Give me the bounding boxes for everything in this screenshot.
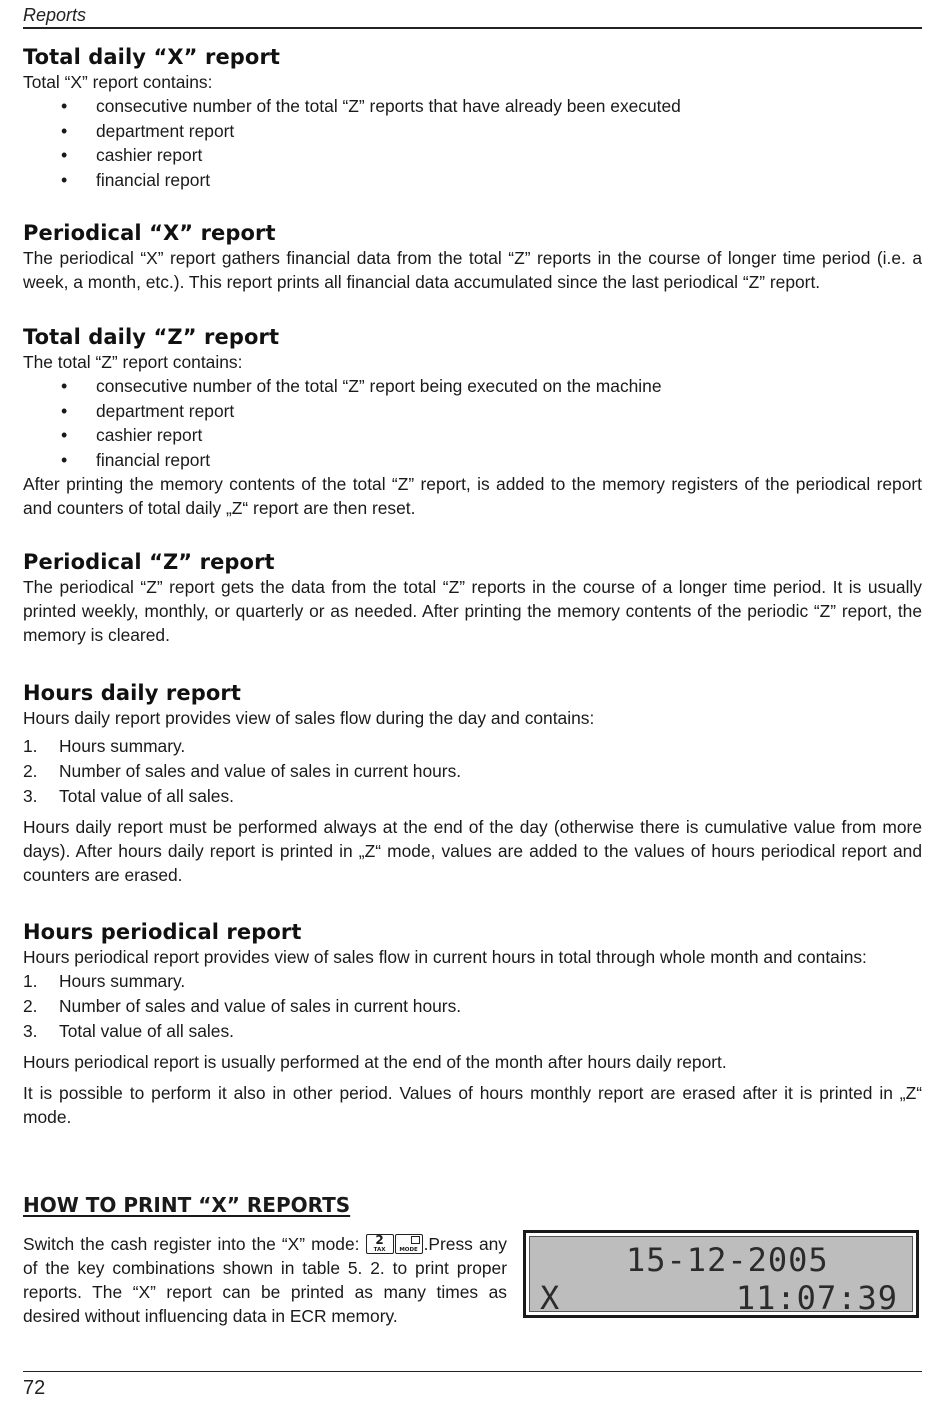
section-hours-daily <box>23 680 922 887</box>
list-text: Total value of all sales. <box>59 1021 234 1041</box>
list-item <box>23 994 922 1019</box>
page-number: 72 <box>23 1377 46 1399</box>
list-number: 3. <box>23 1021 38 1041</box>
page-content <box>23 44 922 1157</box>
section-periodical-z <box>23 549 922 647</box>
section-body: The periodical “X” report gathers financial data from the total “Z” reports in the course of longer time period (i.e. a week, a month, etc.). This report prints all financial data accumulated since the last periodical “Z” report. <box>23 248 922 292</box>
lcd-time: 11:07:39 <box>735 1279 898 1317</box>
list-item: • consecutive number of the total “Z” reports that have already been executed <box>23 94 922 119</box>
list-text: Number of sales and value of sales in current hours. <box>59 761 462 781</box>
list-text: Number of sales and value of sales in current hours. <box>59 996 462 1016</box>
running-header: Reports <box>23 5 87 25</box>
list-text: Total value of all sales. <box>59 786 234 806</box>
list-item: • financial report <box>23 448 922 473</box>
list-number: 2. <box>23 761 38 781</box>
list-item <box>23 969 922 994</box>
mode-key-icon: MODE <box>395 1234 423 1254</box>
section-total-daily-z <box>23 324 922 520</box>
section-total-daily-x <box>23 44 922 192</box>
section-after: It is possible to perform it also in other period. Values of hours monthly report are erased after it is printed in „Z“ mode. <box>23 1083 922 1127</box>
list-number: 2. <box>23 996 38 1016</box>
numbered-list <box>23 734 922 809</box>
howto-text-after: .Press any of the key combinations shown in table 5. 2. to print proper reports. The “X” report can be printed as many times as desired without influencing data in ECR memory. <box>23 1234 507 1326</box>
section-periodical-x <box>23 220 922 294</box>
section-title: Total daily “Z” report <box>23 325 280 349</box>
list-text: Hours summary. <box>59 736 186 756</box>
list-item: • department report <box>23 119 922 144</box>
section-body: The periodical “Z” report gets the data from the total “Z” reports in the course of a longer time period. It is usually printed weekly, monthly, or quarterly or as needed. After printing the memory contents of the periodic “Z” report, the memory is cleared. <box>23 577 922 645</box>
section-after: Hours periodical report is usually performed at the end of the month after hours daily report. <box>23 1052 727 1072</box>
footer-rule <box>23 1371 922 1372</box>
section-title: Hours periodical report <box>23 920 302 944</box>
list-number: 3. <box>23 786 38 806</box>
lcd-display <box>523 1230 919 1318</box>
bullet-list <box>23 374 922 472</box>
howto-paragraph <box>23 1232 507 1328</box>
howto-text-before: Switch the cash register into the “X” mode: <box>23 1234 366 1254</box>
section-title: Periodical “X” report <box>23 221 276 245</box>
list-item <box>23 734 922 759</box>
numbered-list <box>23 969 922 1044</box>
list-item <box>23 759 922 784</box>
section-heading: HOW TO PRINT “X” REPORTS <box>23 1193 351 1217</box>
lcd-mode: X <box>540 1279 560 1317</box>
list-item: • cashier report <box>23 423 922 448</box>
header-rule <box>23 27 922 29</box>
list-item <box>23 784 922 809</box>
section-title: Total daily “X” report <box>23 45 281 69</box>
list-item <box>23 1019 922 1044</box>
list-item: • consecutive number of the total “Z” report being executed on the machine <box>23 374 922 399</box>
list-text: Hours summary. <box>59 971 186 991</box>
section-intro: Hours daily report provides view of sales flow during the day and contains: <box>23 708 595 728</box>
list-item: • department report <box>23 399 922 424</box>
section-intro: Hours periodical report provides view of sales flow in current hours in total through whole month and contains: <box>23 947 867 967</box>
section-title: Periodical “Z” report <box>23 550 275 574</box>
section-after: Hours daily report must be performed always at the end of the day (otherwise there is cumulative value from more days). After hours daily report is printed in „Z“ mode, values are added to the values of hours periodical report and counters are erased. <box>23 817 922 885</box>
section-intro: Total “X” report contains: <box>23 72 213 92</box>
list-item: • cashier report <box>23 143 922 168</box>
tax-2-key-icon: 2 TAX <box>366 1234 394 1254</box>
lcd-date: 15-12-2005 <box>626 1241 829 1279</box>
section-title: Hours daily report <box>23 681 241 705</box>
bullet-list <box>23 94 922 192</box>
list-item: • financial report <box>23 168 922 193</box>
section-after: After printing the memory contents of the total “Z” report, is added to the memory registers of the periodical report and counters of total daily „Z“ report are then reset. <box>23 474 922 518</box>
section-how-to-print-x <box>23 1192 922 1326</box>
list-number: 1. <box>23 736 38 756</box>
section-hours-periodical <box>23 919 922 1129</box>
list-number: 1. <box>23 971 38 991</box>
section-intro: The total “Z” report contains: <box>23 352 243 372</box>
